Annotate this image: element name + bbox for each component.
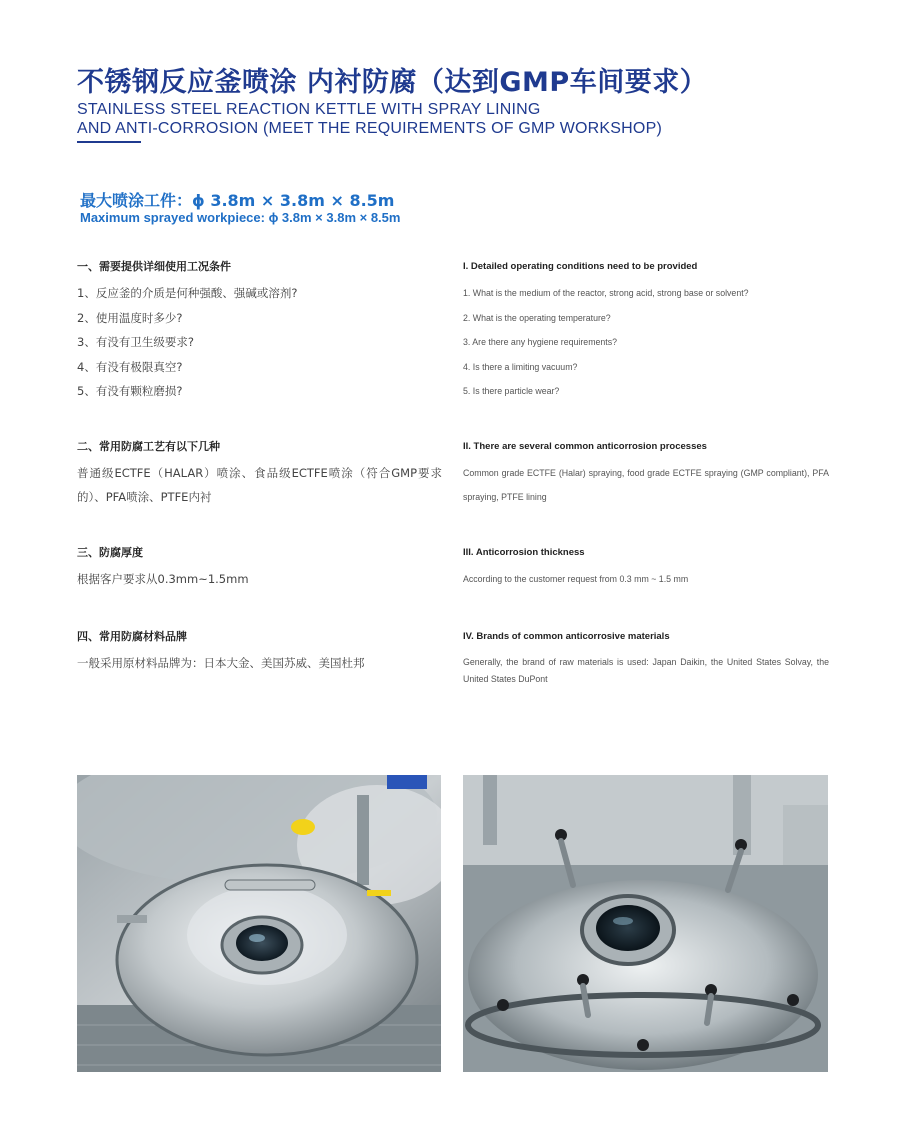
condition-list-cn [77,286,442,398]
max-spec-en: Maximum sprayed workpiece: ϕ 3.8m × 3.8m × 8.5m [80,210,401,225]
section-1-en [463,260,829,409]
list-item: 5. Is there particle wear? [463,386,560,396]
section-heading: IV. Brands of common anticorrosive materials [463,631,670,642]
section-text: 一般采用原材料品牌为：日本大金、美国苏威、美国杜邦 [77,656,365,670]
section-text: Common grade ECTFE (Halar) spraying, food grade ECTFE spraying (GMP compliant), PFA spraying, PTFE lining [463,468,829,502]
page-title: 不锈钢反应釜喷涂 内衬防腐（达到GMP车间要求） [77,67,708,98]
title-underline [77,141,141,143]
section-4-en [463,630,829,688]
section-text: According to the customer request from 0.3 mm ~ 1.5 mm [463,574,689,584]
max-spec-cn: 最大喷涂工件：ϕ 3.8m × 3.8m × 8.5m [80,191,395,210]
section-3-en [463,546,829,591]
section-text: 普通级ECTFE（HALAR）喷涂、食品级ECTFE喷涂（符合GMP要求的）、PFA喷涂、PTFE内衬 [77,466,442,504]
section-text: 根据客户要求从0.3mm~1.5mm [77,572,249,586]
list-item: 2. What is the operating temperature? [463,312,611,323]
subtitle-line-2: AND ANTI-CORROSION (MEET THE REQUIREMENTS OF GMP WORKSHOP) [77,120,662,137]
section-heading: 三、防腐厚度 [77,546,143,559]
reactor-photo-left [77,775,441,1072]
reactor-photo-right [463,775,828,1072]
list-item: 4、有没有极限真空? [77,359,183,374]
list-item: 5、有没有颗粒磨损? [77,384,183,398]
list-item: 1、反应釜的介质是何种强酸、强碱或溶剂? [77,286,298,300]
section-heading: I. Detailed operating conditions need to be provided [463,261,698,272]
section-3-cn [77,546,442,591]
section-heading: 二、常用防腐工艺有以下几种 [77,440,220,453]
max-workpiece-spec [80,191,400,226]
subtitle-line-1: STAINLESS STEEL REACTION KETTLE WITH SPRAY LINING [77,101,541,118]
section-2-en [463,440,829,509]
section-2-cn [77,440,442,509]
list-item: 1. What is the medium of the reactor, strong acid, strong base or solvent? [463,288,749,298]
section-heading: 一、需要提供详细使用工况条件 [77,260,231,273]
section-text: Generally, the brand of raw materials is used: Japan Daikin, the United States Solvay, the United States DuPont [463,657,829,684]
list-item: 3. Are there any hygiene requirements? [463,337,618,347]
section-heading: III. Anticorrosion thickness [463,547,585,558]
list-item: 3、有没有卫生级要求? [77,335,194,349]
condition-list-en [463,286,829,398]
page-subtitle [77,100,662,138]
section-1-cn [77,260,442,409]
section-4-cn [77,630,442,675]
list-item: 4. Is there a limiting vacuum? [463,361,578,372]
section-heading: 四、常用防腐材料品牌 [77,630,187,643]
list-item: 2、使用温度时多少? [77,310,183,325]
section-heading: II. There are several common anticorrosion processes [463,441,707,452]
